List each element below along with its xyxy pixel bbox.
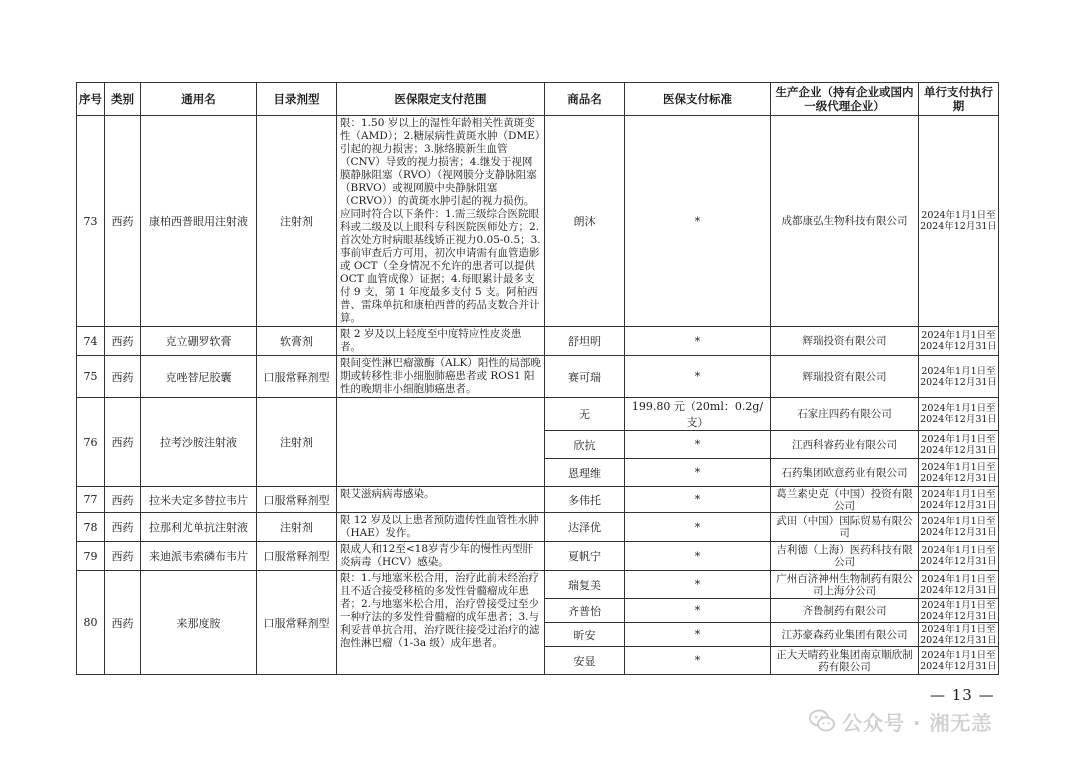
row-brand: 舒坦明 <box>545 327 625 356</box>
row-category: 西药 <box>105 513 141 542</box>
wechat-icon <box>808 707 836 735</box>
row-no: 74 <box>77 327 105 356</box>
row-period: 2024年1月1日至2024年12月31日 <box>919 398 999 431</box>
row-no: 73 <box>77 116 105 327</box>
row-maker: 江苏豪森药业集团有限公司 <box>771 623 919 647</box>
row-price: 199.80 元（20ml：0.2g/支） <box>625 398 771 431</box>
row-brand: 无 <box>545 398 625 431</box>
row-scope <box>337 116 545 327</box>
row-price: * <box>625 327 771 356</box>
scope-text: 限艾滋病病毒感染。 <box>340 488 435 500</box>
table-row <box>77 398 999 431</box>
row-scope <box>337 356 545 398</box>
row-generic: 来那度胺 <box>141 571 257 675</box>
row-category: 西药 <box>105 356 141 398</box>
row-brand: 瑞复美 <box>545 571 625 599</box>
watermark <box>808 704 993 738</box>
row-maker: 正大天晴药业集团南京顺欣制药有限公司 <box>771 647 919 675</box>
watermark-text: 公众号 · 湘无恙 <box>842 710 993 735</box>
scope-text: 限 12 岁及以上患者预防遗传性血管性水肿（HAE）发作。 <box>340 514 539 539</box>
row-brand: 恩理维 <box>545 459 625 487</box>
row-maker: 吉利德（上海）医药科技有限公司 <box>771 542 919 571</box>
row-period: 2024年1月1日至2024年12月31日 <box>919 542 999 571</box>
drug-list-table <box>76 82 999 675</box>
row-brand: 朗沐 <box>545 116 625 327</box>
row-form: 注射剂 <box>257 398 337 487</box>
row-period: 2024年1月1日至2024年12月31日 <box>919 116 999 327</box>
row-maker: 广州百济神州生物制药有限公司上海分公司 <box>771 571 919 599</box>
row-period: 2024年1月1日至2024年12月31日 <box>919 513 999 542</box>
row-maker: 辉瑞投资有限公司 <box>771 327 919 356</box>
row-price: * <box>625 599 771 623</box>
row-form: 口服常释剂型 <box>257 487 337 513</box>
row-period: 2024年1月1日至2024年12月31日 <box>919 356 999 398</box>
header-price: 医保支付标准 <box>625 83 771 116</box>
row-category: 西药 <box>105 542 141 571</box>
row-form: 软膏剂 <box>257 327 337 356</box>
row-brand: 达泽优 <box>545 513 625 542</box>
table-row <box>77 513 999 542</box>
row-category: 西药 <box>105 487 141 513</box>
table-row <box>77 542 999 571</box>
row-form: 注射剂 <box>257 513 337 542</box>
scope-text: 限成人和12至<18岁青少年的慢性丙型肝炎病毒（HCV）感染。 <box>340 543 534 568</box>
row-brand: 夏帆宁 <box>545 542 625 571</box>
row-form: 注射剂 <box>257 116 337 327</box>
table-row <box>77 487 999 513</box>
table-row <box>77 356 999 398</box>
row-brand: 多伟托 <box>545 487 625 513</box>
row-no: 78 <box>77 513 105 542</box>
row-price: * <box>625 623 771 647</box>
row-scope <box>337 327 545 356</box>
row-maker: 齐鲁制药有限公司 <box>771 599 919 623</box>
row-scope <box>337 487 545 513</box>
row-brand: 安显 <box>545 647 625 675</box>
row-generic: 拉那利尤单抗注射液 <box>141 513 257 542</box>
row-price: * <box>625 116 771 327</box>
row-maker: 武田（中国）国际贸易有限公司 <box>771 513 919 542</box>
row-price: * <box>625 647 771 675</box>
row-brand: 赛可瑞 <box>545 356 625 398</box>
row-price: * <box>625 487 771 513</box>
row-generic: 克立硼罗软膏 <box>141 327 257 356</box>
header-scope: 医保限定支付范围 <box>337 83 545 116</box>
header-period: 单行支付执行期 <box>919 83 999 116</box>
row-scope <box>337 513 545 542</box>
row-scope <box>337 571 545 675</box>
row-no: 75 <box>77 356 105 398</box>
row-generic: 拉米夫定多替拉韦片 <box>141 487 257 513</box>
header-brand: 商品名 <box>545 83 625 116</box>
row-no: 80 <box>77 571 105 675</box>
header-maker: 生产企业（持有企业或国内一级代理企业） <box>771 83 919 116</box>
row-price: * <box>625 571 771 599</box>
row-period: 2024年1月1日至2024年12月31日 <box>919 459 999 487</box>
row-generic: 来迪派韦索磷布韦片 <box>141 542 257 571</box>
table-row <box>77 327 999 356</box>
row-maker: 葛兰素史克（中国）投资有限公司 <box>771 487 919 513</box>
row-no: 76 <box>77 398 105 487</box>
scope-text: 限间变性淋巴瘤激酶（ALK）阳性的局部晚期或转移性非小细胞肺癌患者或 ROS1 阳性的晚期非小细胞肺癌患者。 <box>340 357 541 395</box>
row-price: * <box>625 431 771 459</box>
row-form: 口服常释剂型 <box>257 542 337 571</box>
row-brand: 齐普怡 <box>545 599 625 623</box>
row-period: 2024年1月1日至2024年12月31日 <box>919 571 999 599</box>
row-category: 西药 <box>105 327 141 356</box>
scope-text: 限 2 岁及以上轻度至中度特应性皮炎患者。 <box>340 328 522 353</box>
row-period: 2024年1月1日至2024年12月31日 <box>919 431 999 459</box>
page-number: — 13 — <box>930 686 995 704</box>
row-generic: 克唑替尼胶囊 <box>141 356 257 398</box>
table-row <box>77 571 999 599</box>
row-maker: 石药集团欧意药业有限公司 <box>771 459 919 487</box>
row-generic: 拉考沙胺注射液 <box>141 398 257 487</box>
row-form: 口服常释剂型 <box>257 571 337 675</box>
scope-text: 限：1.与地塞米松合用，治疗此前未经治疗且不适合接受移植的多发性骨髓瘤成年患者；2.与地塞米松合用，治疗曾接受过至少一种疗法的多发性骨髓瘤的成年患者；3.与利妥昔单抗合用，治疗既往接受过治疗的滤泡性淋巴瘤（1-3a 级）成年患者。 <box>340 572 540 649</box>
row-category: 西药 <box>105 116 141 327</box>
row-maker: 江西科睿药业有限公司 <box>771 431 919 459</box>
row-period: 2024年1月1日至2024年12月31日 <box>920 623 997 646</box>
row-generic: 康柏西普眼用注射液 <box>141 116 257 327</box>
row-period: 2024年1月1日至2024年12月31日 <box>919 327 999 356</box>
row-category: 西药 <box>105 571 141 675</box>
header-category: 类别 <box>105 83 141 116</box>
row-form: 口服常释剂型 <box>257 356 337 398</box>
row-no: 79 <box>77 542 105 571</box>
row-price: * <box>625 542 771 571</box>
row-no: 77 <box>77 487 105 513</box>
row-period: 2024年1月1日至2024年12月31日 <box>920 599 997 622</box>
header-no: 序号 <box>77 83 105 116</box>
table-row <box>77 116 999 327</box>
header-form: 目录剂型 <box>257 83 337 116</box>
row-category: 西药 <box>105 398 141 487</box>
row-period: 2024年1月1日至2024年12月31日 <box>919 647 999 675</box>
scope-text: 限：1.50 岁以上的湿性年龄相关性黄斑变性（AMD）；2.糖尿病性黄斑水肿（DME）引起的视力损害；3.脉络膜新生血管（CNV）导致的视力损害；4.继发于视网膜静脉阻塞（RVO）（视网膜分支静脉阻塞（BRVO）或视网膜中央静脉阻塞（CRVO））的黄斑水肿引起的视力损伤。 应同时符合以下条件：1.需三级综合医院眼科或二级及以上眼科专科医院医师处方；2.首次处方时病眼基线矫正视力0.05-0.5；3.事前审查后方可用，初次申请需有血管造影或 OCT（全身情况不允许的患者可以提供 OCT 血管成像）证据；4.每眼累计最多支付 9 支，第 1 年度最多支付 5 支。阿柏西普、雷珠单抗和康柏西普的药品支数合并计算。 <box>340 117 541 324</box>
row-brand: 欣抗 <box>545 431 625 459</box>
row-maker: 石家庄四药有限公司 <box>771 398 919 431</box>
row-scope <box>337 398 545 487</box>
row-price: * <box>625 356 771 398</box>
header-generic: 通用名 <box>141 83 257 116</box>
row-brand: 昕安 <box>545 623 625 647</box>
row-price: * <box>625 459 771 487</box>
row-price: * <box>625 513 771 542</box>
row-period: 2024年1月1日至2024年12月31日 <box>920 488 997 511</box>
table-header-row <box>77 83 999 116</box>
row-maker: 成都康弘生物科技有限公司 <box>771 116 919 327</box>
row-maker: 辉瑞投资有限公司 <box>771 356 919 398</box>
row-scope <box>337 542 545 571</box>
